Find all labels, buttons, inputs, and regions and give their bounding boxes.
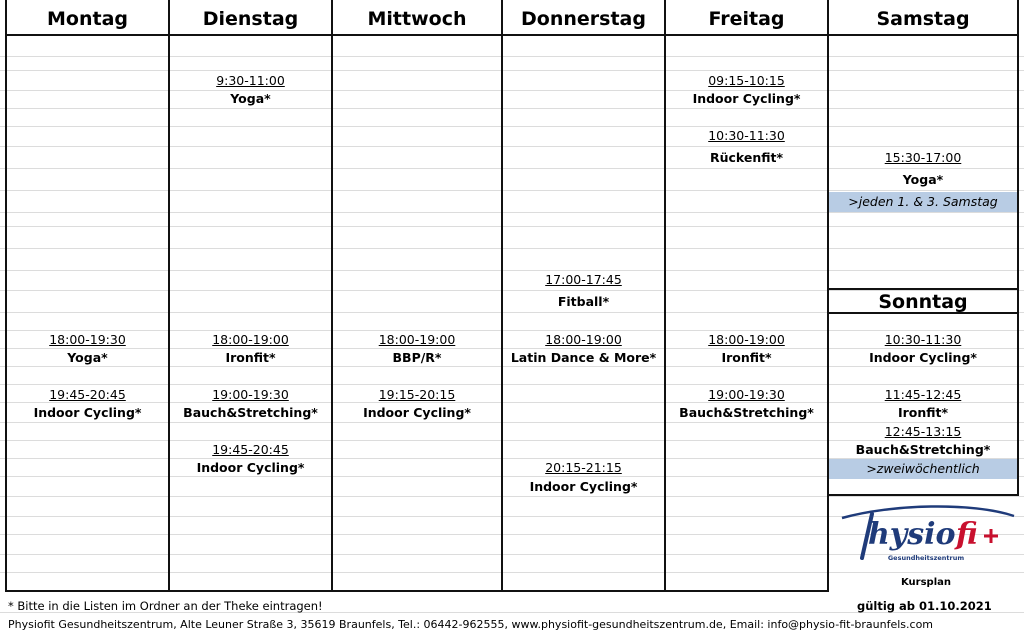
row-line — [0, 248, 1024, 249]
course-name: Bauch&Stretching* — [183, 405, 318, 420]
svg-text:fi: fi — [956, 517, 978, 552]
day-header-thursday: Donnerstag — [521, 8, 646, 30]
col-border — [331, 0, 333, 592]
row-line — [0, 226, 1024, 227]
course-time: 19:45-20:45 — [49, 387, 126, 402]
course-name: Yoga* — [902, 172, 944, 187]
course-time: 11:45-12:45 — [884, 387, 962, 402]
course-time: 19:45-20:45 — [212, 442, 289, 457]
course-time: 18:00-19:00 — [545, 332, 622, 347]
course-name: Indoor Cycling* — [869, 350, 977, 365]
course-name: Bauch&Stretching* — [679, 405, 814, 420]
course-time: 18:00-19:00 — [708, 332, 785, 347]
course-name: Ironfit* — [897, 405, 949, 420]
course-name: BBP/R* — [392, 350, 442, 365]
course-time: 18:00-19:30 — [49, 332, 126, 347]
saturday-note: >jeden 1. & 3. Samstag — [829, 192, 1017, 212]
day-header-saturday: Samstag — [876, 8, 970, 30]
row-line — [0, 108, 1024, 109]
row-line — [0, 212, 1024, 213]
course-time: 15:30-17:00 — [884, 150, 962, 165]
footer-address: Physiofit Gesundheitszentrum, Alte Leuner Straße 3, 35619 Braunfels, Tel.: 06442-962555, www.physiofit-gesundheitszentrum.de, Email: info@physio-fit-braunfels.com — [8, 618, 934, 631]
course-name: Indoor Cycling* — [529, 479, 638, 494]
day-header-wednesday: Mittwoch — [367, 8, 467, 30]
physiofit-logo — [832, 500, 1020, 570]
course-name: Bauch&Stretching* — [855, 442, 991, 457]
row-line — [0, 56, 1024, 57]
day-header-tuesday: Dienstag — [202, 8, 299, 30]
course-time: 18:00-19:00 — [378, 332, 456, 347]
day-header-monday: Montag — [47, 8, 128, 30]
valid-from: gültig ab 01.10.2021 — [857, 599, 992, 613]
course-time: 10:30-11:30 — [708, 128, 785, 143]
header-border — [5, 34, 1018, 36]
sunday-bottom-border — [828, 494, 1018, 496]
logo-wordmark: hysio — [868, 517, 956, 552]
course-name: Ironfit* — [225, 350, 276, 365]
course-time: 12:45-13:15 — [884, 424, 962, 439]
row-line — [0, 126, 1024, 127]
course-name: Indoor Cycling* — [363, 405, 471, 420]
sunday-note: >zweiwöchentlich — [829, 459, 1017, 479]
row-line — [0, 572, 1024, 573]
course-time: 19:00-19:30 — [708, 387, 785, 402]
row-line — [0, 146, 1024, 147]
footer-note: * Bitte in die Listen im Ordner an der Theke eintragen! — [8, 599, 323, 613]
course-name: Yoga* — [67, 350, 108, 365]
course-name: Rückenfit* — [709, 150, 784, 165]
course-time: 19:00-19:30 — [212, 387, 289, 402]
plan-caption: Kursplan — [900, 577, 952, 588]
course-name: Indoor Cycling* — [692, 91, 801, 106]
row-line — [0, 496, 1024, 497]
row-line — [0, 190, 1024, 191]
table-bottom-border — [5, 590, 828, 592]
course-time: 10:30-11:30 — [884, 332, 962, 347]
row-line — [0, 70, 1024, 71]
day-header-sunday: Sonntag — [878, 291, 968, 313]
row-line — [0, 90, 1024, 91]
course-name: Indoor Cycling* — [196, 460, 305, 475]
row-line — [0, 168, 1024, 169]
course-name: Latin Dance & More* — [510, 350, 657, 365]
col-border — [1017, 0, 1019, 496]
course-time: 9:30-11:00 — [216, 73, 285, 88]
course-time: 19:15-20:15 — [378, 387, 456, 402]
course-time: 18:00-19:00 — [212, 332, 289, 347]
course-time: 17:00-17:45 — [545, 272, 622, 287]
course-time: 09:15-10:15 — [708, 73, 785, 88]
course-name: Yoga* — [230, 91, 271, 106]
course-name: Ironfit* — [721, 350, 772, 365]
course-time: 20:15-21:15 — [545, 460, 622, 475]
course-name: Indoor Cycling* — [33, 405, 142, 420]
row-line — [0, 384, 1024, 385]
logo-tagline: Gesundheitszentrum — [887, 554, 965, 562]
day-header-friday: Freitag — [708, 8, 785, 30]
course-name: Fitball* — [557, 294, 610, 309]
col-border — [5, 0, 7, 592]
